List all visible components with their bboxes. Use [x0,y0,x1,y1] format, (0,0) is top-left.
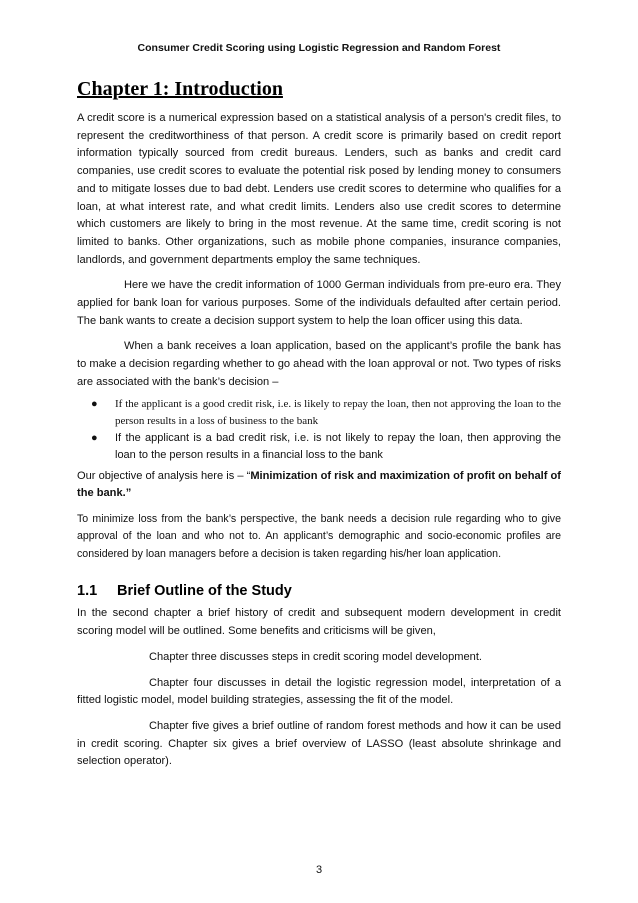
objective-intro: Our objective of analysis here is – “ [77,469,251,482]
list-item [77,430,561,464]
objective-statement: Minimization of risk and maximization of profit on behalf of the bank.” [77,469,561,500]
running-header: Consumer Credit Scoring using Logistic Regression and Random Forest [137,42,501,54]
risk-list [77,396,561,464]
paragraph-decision-rule: To minimize loss from the bank’s perspective, the bank needs a decision rule regarding who to give approval of the loan and who not to. An applicant’s demographic and socio-economic profiles are considered by loan managers before a decision is taken regarding his/her loan application. [77,512,561,560]
paragraph-loan-application: When a bank receives a loan application, based on the applicant’s profile the bank has to make a decision regarding whether to go ahead with the loan approval or not. Two types of risks are associated with the bank’s decision – [77,340,561,388]
chapter-title: Chapter 1: Introduction [77,78,283,100]
paragraph-chapter-four: Chapter four discusses in detail the logistic regression model, interpretation of a fitted logistic model, model building strategies, assessing the fit of the model. [77,676,561,707]
section-title: Brief Outline of the Study [117,583,292,600]
bullet-icon: ● [91,397,98,410]
paragraph-chapter-three: Chapter three discusses steps in credit scoring model development. [149,650,482,663]
page-body [77,78,561,771]
paragraph-objective [77,468,561,503]
list-item-text: If the applicant is a bad credit risk, i.e. is not likely to repay the loan, then approving the loan to the person results in a financial loss to the bank [115,431,561,461]
section-number: 1.1 [77,583,98,600]
bullet-icon: ● [91,431,98,444]
list-item [77,396,561,430]
paragraph-outline-intro: In the second chapter a brief history of credit and subsequent modern development in credit scoring model will be outlined. Some benefits and criticisms will be given, [77,607,561,638]
paragraph-chapter-five: Chapter five gives a brief outline of random forest methods and how it can be used in credit scoring. Chapter six gives a brief overview of LASSO (least absolute shrinkage and selection operator). [77,719,561,768]
section-heading [77,583,561,599]
list-item-text: If the applicant is a good credit risk, i.e. is likely to repay the loan, then not approving the loan to the person results in a loss of business to the bank [115,397,561,427]
paragraph-credit-score: A credit score is a numerical expression based on a statistical analysis of a person's credit files, to represent the creditworthiness of that person. A credit score is primarily based on credit report information typically sourced from credit bureaus. Lenders, such as banks and credit card companies, use credit scores to evaluate the potential risk posed by lending money to consumers and to mitigate losses due to bad debt. Lenders use credit scores to determine who qualifies for a loan, at what interest rate, and what credit limits. Lenders also use credit scores to determine which customers are likely to bring in the most revenue. At the same time, credit scoring is not limited to banks. Other organizations, such as mobile phone companies, insurance companies, landlords, and government departments employ the same techniques. [77,112,561,266]
paragraph-german-data: Here we have the credit information of 1000 German individuals from pre-euro era. They applied for bank loan for various purposes. Some of the individuals defaulted after certain period. The bank wants to create a decision support system to help the loan officer using this data. [77,279,561,327]
page-number: 3 [315,864,323,876]
